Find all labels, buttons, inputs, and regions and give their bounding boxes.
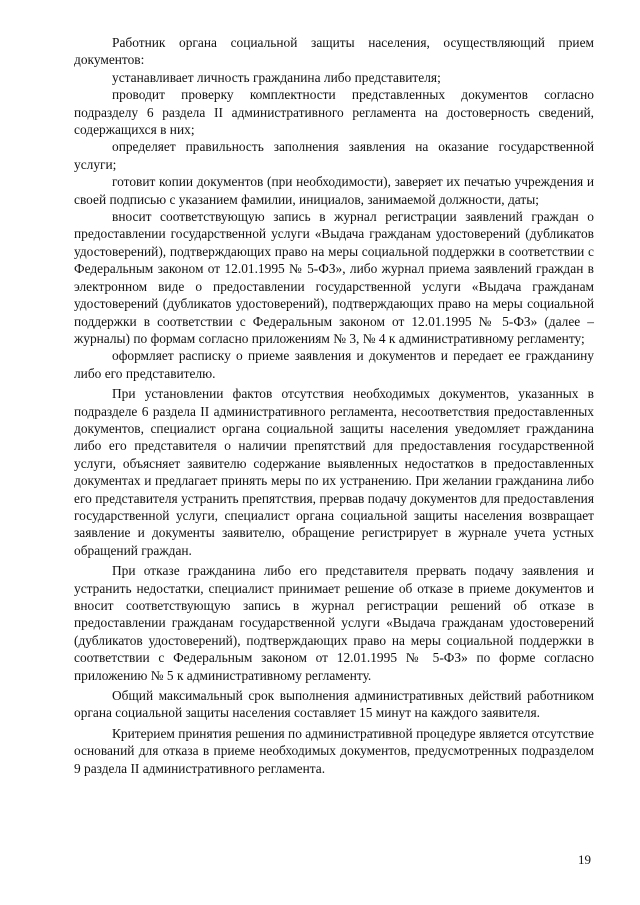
paragraph-intro: Работник органа социальной защиты населения, осуществляющий прием документов: [74, 35, 594, 68]
page-number: 19 [578, 852, 591, 867]
paragraph-check: проводит проверку комплектности представленных документов согласно подразделу 6 раздела II административного регламента на достоверность сведений, содержащихся в них; [74, 87, 594, 138]
paragraph-copies: готовит копии документов (при необходимости), заверяет их печатью учреждения и своей подписью с указанием фамилии, инициалов, занимаемой должности, даты; [74, 174, 594, 207]
paragraph-criterion: Критерием принятия решения по административной процедуре является отсутствие оснований для отказа в приеме необходимых документов, предусмотренных подразделом 9 раздела II административного регламента. [74, 725, 594, 776]
paragraph-journal: вносит соответствующую запись в журнал регистрации заявлений граждан о предоставлении государственной услуги «Выдача гражданам удостоверений (дубликатов удостоверений), подтверждающих право на меры социальной поддержки в соответствии с Федеральным законом от 12.01.1995 № 5-ФЗ», либо журнал приема заявлений граждан в электронном виде о предоставлении государственной услуги «Выдача гражданам удостоверений (дубликатов удостоверений), подтверждающих право на меры социальной поддержки в соответствии с Федеральным законом от 12.01.1995 № 5-ФЗ» (далее – журналы) по формам согласно приложениям № 3, № 4 к административному регламенту; [74, 209, 594, 346]
paragraph-refusal: При отказе гражданина либо его представителя прервать подачу заявления и устранить недостатки, специалист принимает решение об отказе в приеме документов и вносит соответствующую запись в журнал регистрации решений об отказе в предоставлении гражданам государственной услуги «Выдача гражданам удостоверений (дубликатов удостоверений), подтверждающих право на меры социальной поддержки в соответствии с Федеральным законом от 12.01.1995 № 5-ФЗ» по форме согласно приложению № 5 к административному регламенту. [74, 563, 594, 683]
paragraph-identity: устанавливает личность гражданина либо представителя; [112, 69, 441, 85]
paragraph-missing-docs: При установлении фактов отсутствия необходимых документов, указанных в подразделе 6 раздела II административного регламента, несоответствия предоставленных документов, специалист органа социальной защиты населения уведомляет гражданина либо его представителя о наличии препятствий для предоставления государственной услуги, объясняет заявителю содержание выявленных недостатков в предоставленных документах и предлагает принять меры по их устранению. При желании гражданина либо его представителя устранить препятствия, прервав подачу документов для предоставления государственной услуги, специалист органа социальной защиты населения возвращает заявление и документы заявителю, обращение регистрирует в журнале учета устных обращений граждан. [74, 386, 594, 558]
paragraph-receipt: оформляет расписку о приеме заявления и документов и передает ее гражданину либо его представителю. [74, 348, 594, 381]
body-text [74, 34, 594, 777]
paragraph-verify-form: определяет правильность заполнения заявления на оказание государственной услуги; [74, 139, 594, 172]
paragraph-time-limit: Общий максимальный срок выполнения административных действий работником органа социальной защиты населения составляет 15 минут на каждого заявителя. [74, 688, 594, 721]
